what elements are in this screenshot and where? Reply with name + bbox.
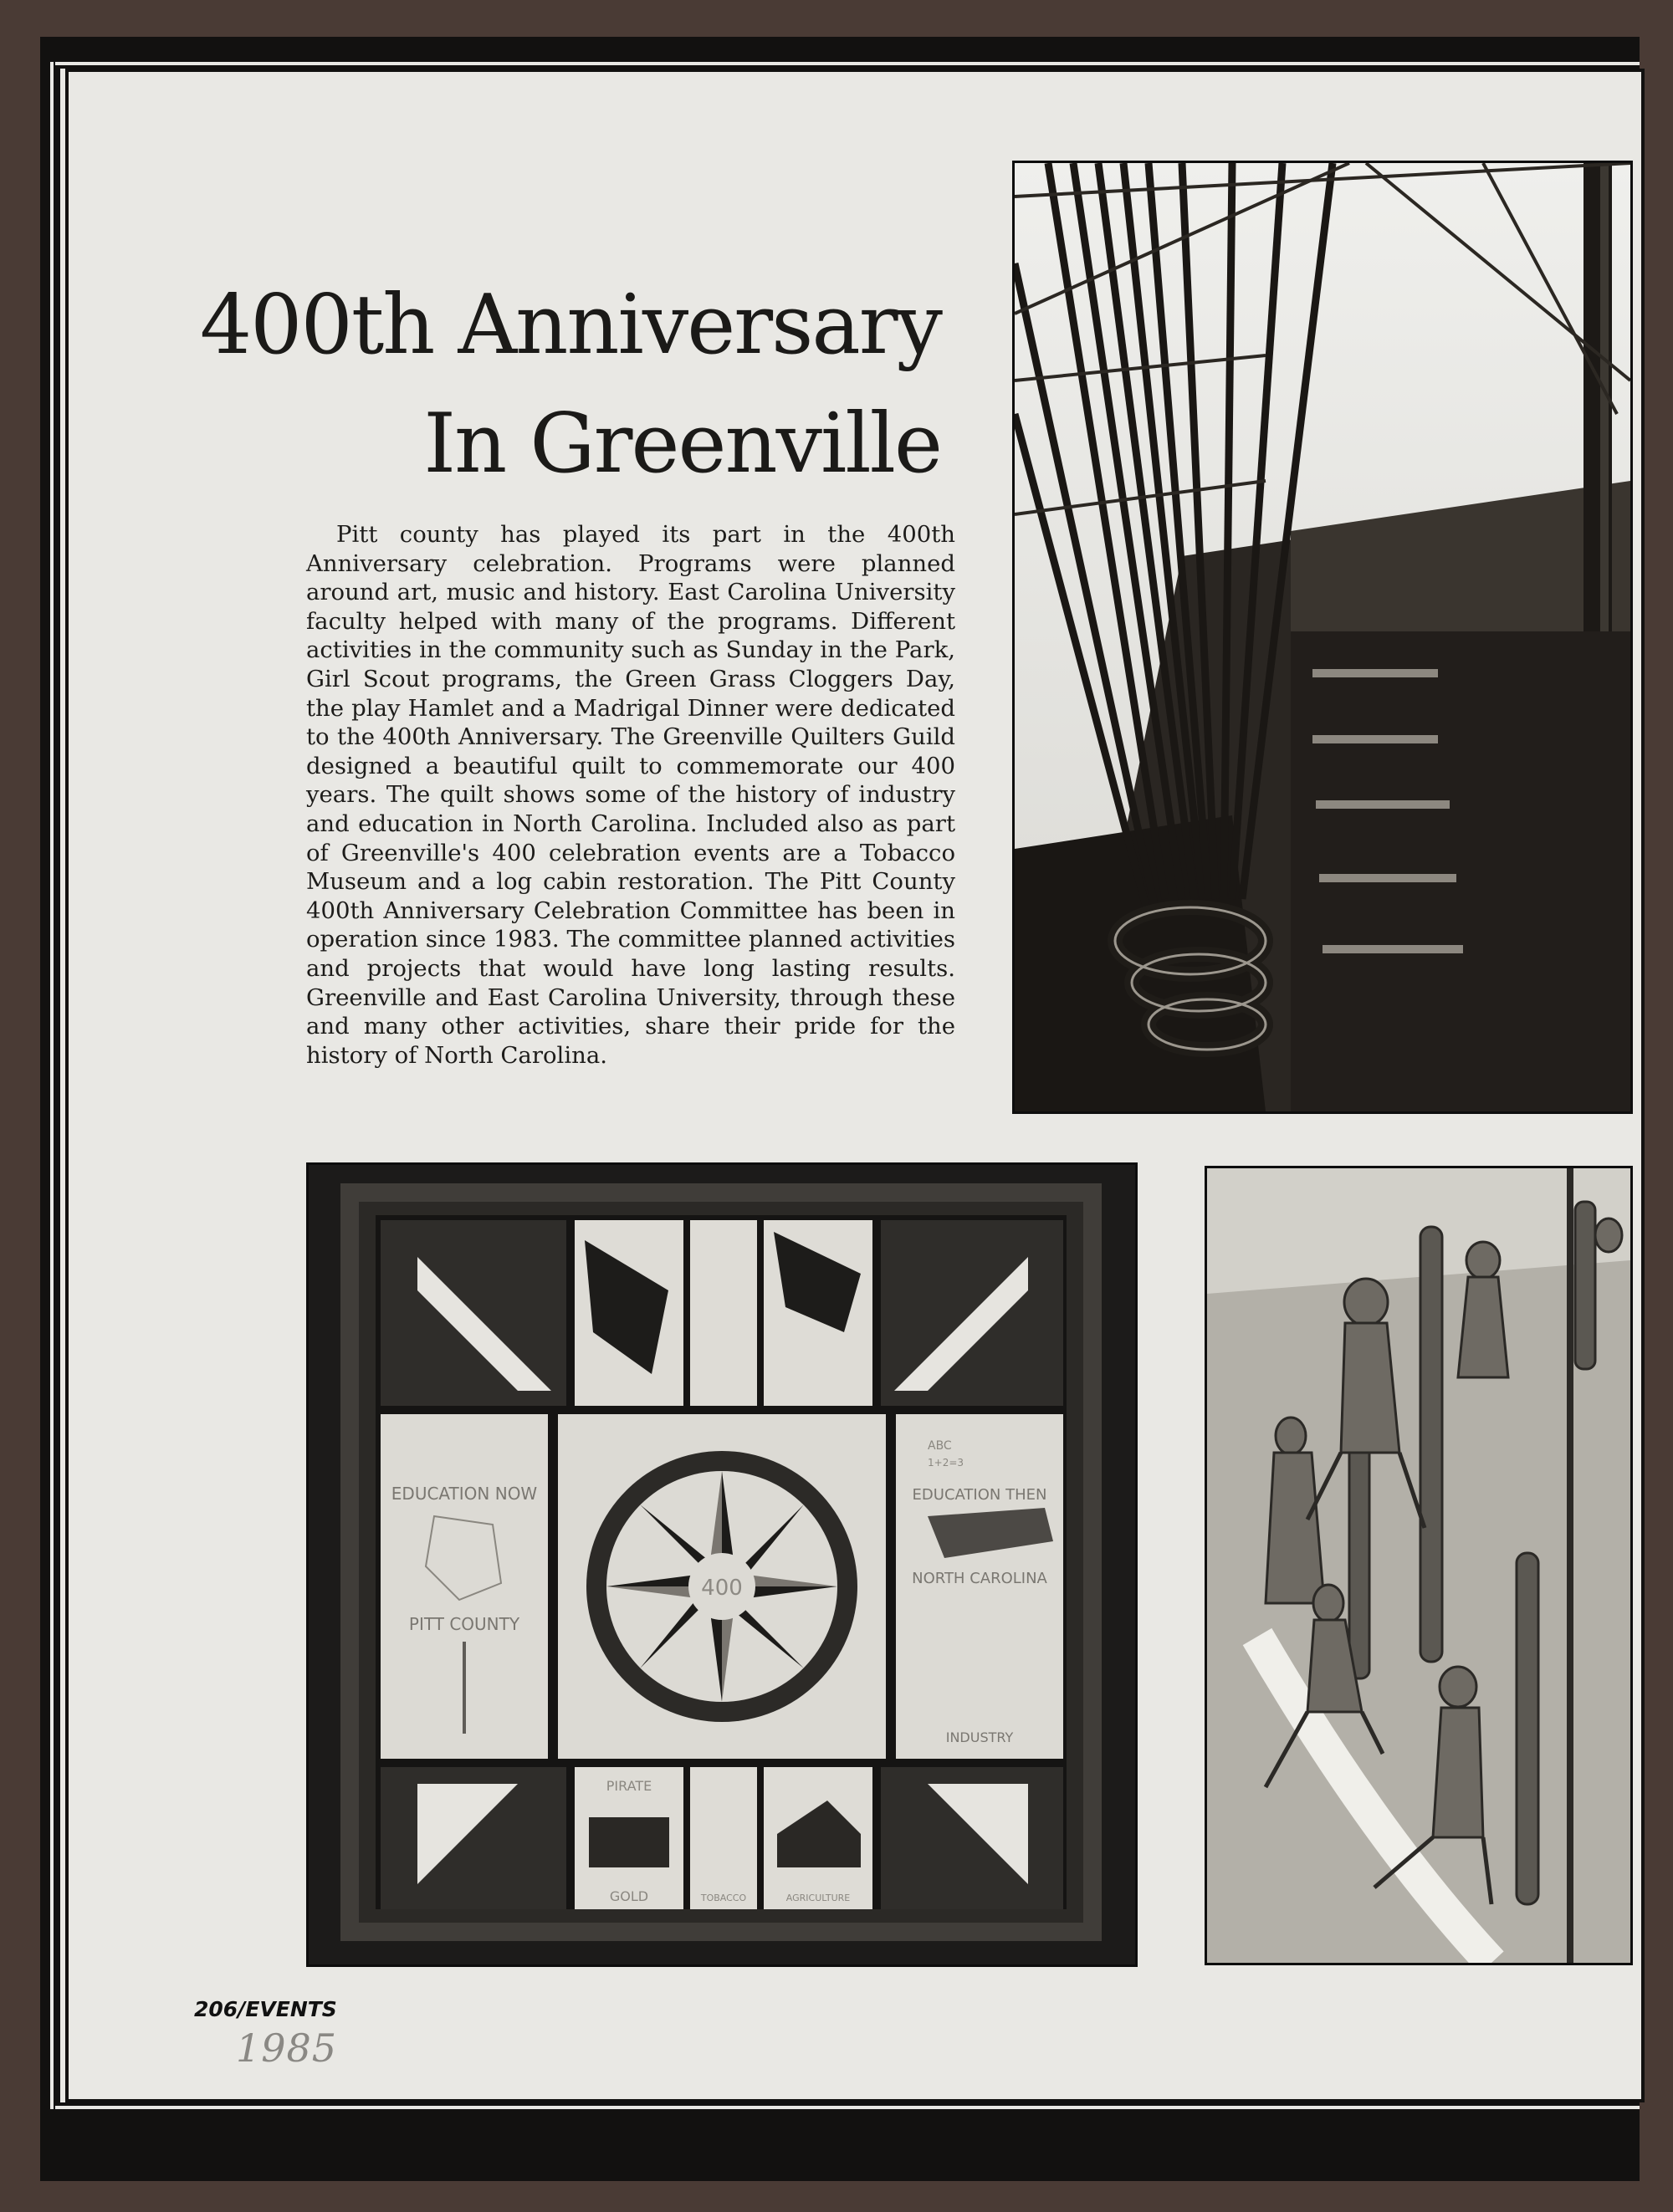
quilt-center-label: 400 [701,1576,743,1601]
page-folio: 206/EVENTS [194,1997,337,2021]
quilt-pitt-county-label: PITT COUNTY [408,1614,520,1634]
border-rule-left [50,62,54,2109]
quilt-gold-label: GOLD [609,1888,649,1904]
quilt-tobacco-label: TOBACCO [700,1893,747,1903]
quilt-industry-label: INDUSTRY [945,1729,1014,1745]
handwritten-year: 1985 [236,2026,338,2071]
border-rule-bottom [55,2106,1640,2109]
quilt-north-carolina-label: NORTH CAROLINA [912,1570,1047,1587]
ritual-dance-engraving [1205,1166,1633,1965]
quilt-pirate-label: PIRATE [606,1778,652,1794]
quilt-abc-label: ABC [928,1439,952,1453]
article-body: Pitt county has played its part in the 400th Anniversary celebration. Programs were planned around art, music and history. East Carolina University faculty helped with many of the programs. Different activities in the community such as Sunday in the Park, Girl Scout programs, the Green Grass Cloggers Day, the play Hamlet and a Madrigal Dinner were dedicated to the 400th Anniversary. The Greenville Quilters Guild designed a beautiful quilt to commemorate our 400 years. The quilt shows some of the history of industry and education in North Carolina. Included also as part of Greenville's 400 celebration events are a Tobacco Museum and a log cabin restoration. The Pitt County 400th Anniversary Celebration Committee has been in operation since 1983. The committee planned activities and projects that would have long lasting results. Greenville and East Carolina University, through these and many other activities, share their pride for the history of North Carolina. [306,521,955,1069]
title-line-1: 400th Anniversary [199,278,941,373]
quilt-education-now-label: EDUCATION NOW [391,1484,538,1504]
quilt-numbers-label: 1+2=3 [928,1457,964,1469]
quilt-agriculture-label: AGRICULTURE [785,1893,851,1903]
title-line-2: In Greenville [423,396,941,492]
ship-rigging-photo [1012,161,1633,1114]
article-title [200,266,941,503]
quilt-education-then-label: EDUCATION THEN [912,1486,1047,1504]
anniversary-quilt-photo [306,1162,1138,1967]
border-rule-top [55,62,1640,65]
